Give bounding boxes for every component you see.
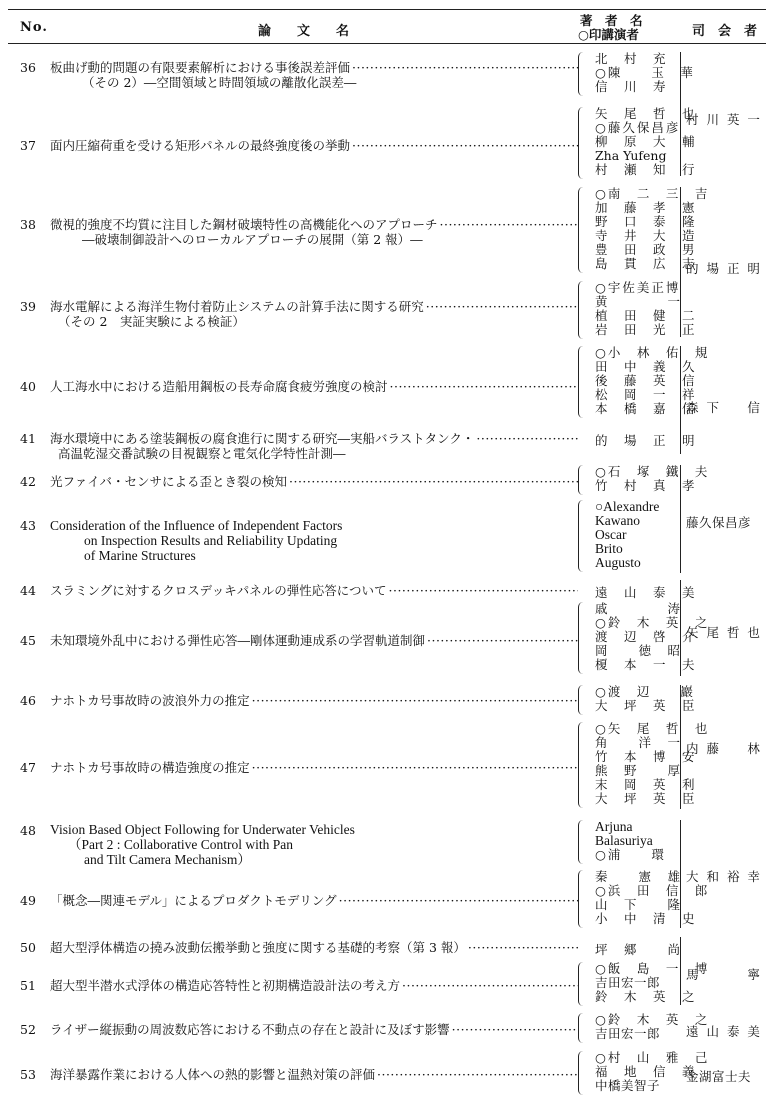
author-single: 遠 山 泰 美 xyxy=(595,585,697,600)
paper-title: Vision Based Object Following for Underwater Vehicles （Part 2 : Collaborative Control with Pan and Tilt Camera Mechanism） xyxy=(50,822,355,867)
author-list: 秦 憲 雄 ○浜 田 信 郎 山 下 隆 小 中 清 史 xyxy=(595,869,710,927)
paper-number: 52 xyxy=(20,1022,36,1037)
paper-title: 「概念―関連モデル」によるプロダクトモデリング ····· xyxy=(50,893,578,908)
paper-title: スラミングに対するクロスデッキパネルの弾性応答について ····· xyxy=(50,583,578,598)
paper-number: 36 xyxy=(20,60,36,75)
author-list: ○飯 島 一 博 吉田宏一郎 鈴 木 英 之 xyxy=(595,961,710,1005)
paper-title: 板曲げ動的問題の有限要素解析における事後誤差評価 ····· （その 2）―空間領域と時間領域の離散化誤差― xyxy=(50,60,578,90)
paper-number: 49 xyxy=(20,893,36,908)
author-list: ○Alexandre Kawano Oscar Brito Augusto xyxy=(595,499,660,571)
chair-name: 的 場 正 明 xyxy=(686,261,762,276)
author-list: ○南 二 三 吉 加 藤 孝 憲 野 口 泰 隆 寺 井 大 造 豊 田 政 男 島 貫 広 志 xyxy=(595,186,710,272)
paper-number: 39 xyxy=(20,299,36,314)
chair-name: 遠 山 泰 美 xyxy=(686,1024,762,1039)
paper-title: ナホトカ号事故時の波浪外力の推定 ····· xyxy=(50,693,578,708)
chair-name: 森 下 信 xyxy=(686,400,762,415)
paper-title: 微視的強度不均質に注目した鋼材破壊特性の高機能化へのアプローチ ····· ―破壊制御設計へのローカルアプローチの展開（第 2 報）― xyxy=(50,217,578,247)
chair-name: 村 川 英 一 xyxy=(686,112,762,127)
author-list: ○渡 辺 巖 大 坪 英 臣 xyxy=(595,684,697,714)
chair-name: 矢 尾 哲 也 xyxy=(686,625,762,640)
paper-number: 51 xyxy=(20,978,36,993)
paper-title: 海水環境中にある塗装鋼板の腐食進行に関する研究―実船バラストタンク・ ····· 高温乾湿交番試験の目視観察と電気化学特性計測― xyxy=(50,431,578,461)
header-no: No. xyxy=(20,20,48,35)
chair-name: 大 和 裕 幸 xyxy=(686,869,762,884)
paper-number: 38 xyxy=(20,217,36,232)
author-list: 北 村 充 ○陳 玉 華 信 川 寿 xyxy=(595,51,695,95)
paper-title: 未知環境外乱中における弾性応答―剛体運動連成系の学習軌道制御 ····· xyxy=(50,633,578,648)
paper-title: 超大型浮体構造の撓み波動伝搬挙動と強度に関する基礎的考察（第 3 報） ····· xyxy=(50,940,578,955)
paper-number: 40 xyxy=(20,379,36,394)
paper-number: 46 xyxy=(20,693,36,708)
chair-name: 藤久保昌彦 xyxy=(686,515,752,530)
paper-title: ライザー縦振動の周波数応答における不動点の存在と設計に及ぼす影響 ····· xyxy=(50,1022,578,1037)
paper-number: 43 xyxy=(20,518,36,533)
paper-number: 53 xyxy=(20,1067,36,1082)
header-speaker-note: ○印講演者 xyxy=(578,27,639,42)
paper-number: 41 xyxy=(20,431,36,446)
paper-number: 37 xyxy=(20,138,36,153)
paper-title: 超大型半潜水式浮体の構造応答特性と初期構造設計法の考え方 ····· xyxy=(50,978,578,993)
paper-number: 47 xyxy=(20,760,36,775)
header-title: 論 文 名 xyxy=(258,24,350,39)
paper-title: 光ファイバ・センサによる歪とき裂の検知 ····· xyxy=(50,474,578,489)
chair-name: 内 藤 林 xyxy=(686,741,762,756)
header-authors: 著 者 名 xyxy=(580,13,643,28)
paper-title: 海水電解による海洋生物付着防止システムの計算手法に関する研究 ····· （その 2 実証実験による検証） xyxy=(50,299,578,329)
paper-title: 海洋暴露作業における人体への熱的影響と温熱対策の評価 ····· xyxy=(50,1067,578,1082)
author-list: ○小 林 佑 規 田 中 義 久 後 藤 英 信 松 岡 一 祥 本 橋 嘉 信 xyxy=(595,345,710,417)
paper-title: Consideration of the Influence of Independent Factors on Inspection Results and Reliability Updating of Marine Structures xyxy=(50,518,343,563)
author-list: 矢 尾 哲 也 ○藤久保昌彦 柳 原 大 輔 Zha Yufeng 村 瀬 知 行 xyxy=(595,106,697,178)
paper-number: 42 xyxy=(20,474,36,489)
header-bottom-rule xyxy=(8,43,766,44)
paper-number: 45 xyxy=(20,633,36,648)
chair-name: 馬 寧 xyxy=(686,967,762,982)
paper-number: 48 xyxy=(20,823,36,838)
author-list: ○鈴 木 英 之 吉田宏一郎 xyxy=(595,1012,710,1042)
author-single: 的 場 正 明 xyxy=(595,433,697,448)
paper-number: 50 xyxy=(20,940,36,955)
author-list: ○矢 尾 哲 也 角 洋 一 竹 本 博 安 熊 野 厚 末 岡 英 利 大 坪 英 臣 xyxy=(595,721,710,807)
paper-title: 面内圧縮荷重を受ける矩形パネルの最終強度後の挙動 ····· xyxy=(50,138,578,153)
header-chair: 司 会 者 xyxy=(692,24,758,39)
paper-title: 人工海水中における造船用鋼板の長寿命腐食疲労強度の検討 ····· xyxy=(50,379,578,394)
author-list: Arjuna Balasuriya ○浦 環 xyxy=(595,819,666,863)
header-top-rule xyxy=(8,9,766,10)
paper-title: ナホトカ号事故時の構造強度の推定 ····· xyxy=(50,760,578,775)
author-list: ○宇佐美正博 黄 一 植 田 健 二 岩 田 光 正 xyxy=(595,280,697,338)
author-list: ○村 山 雅 己 福 地 信 義 中橋美智子 xyxy=(595,1050,710,1094)
author-list: 戚 涛 ○鈴 木 英 之 渡 辺 啓 介 岡 徳 昭 榎 本 一 夫 xyxy=(595,601,710,673)
paper-number: 44 xyxy=(20,583,36,598)
author-list: ○石 塚 鐵 夫 竹 村 真 孝 xyxy=(595,464,710,494)
author-single: 坪 郷 尚 xyxy=(595,942,683,957)
chair-name: 金湖富士夫 xyxy=(686,1069,752,1084)
